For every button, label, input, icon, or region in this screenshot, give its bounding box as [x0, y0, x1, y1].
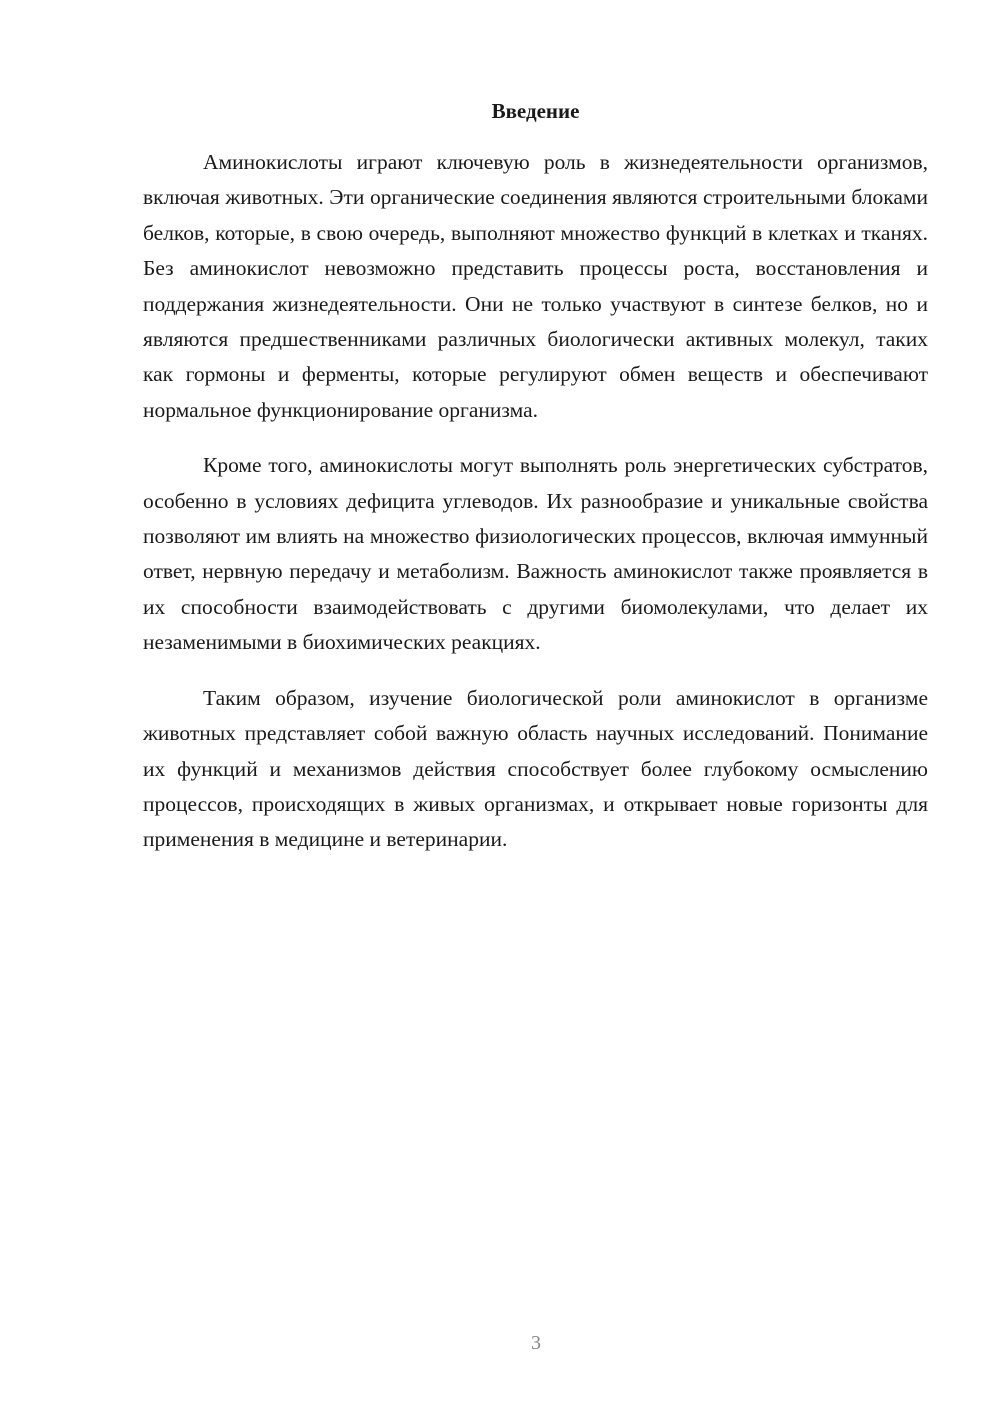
paragraph-1: Аминокислоты играют ключевую роль в жизнедеятельности организмов, включая животных. Эти органические соединения являются строительными блоками белков, которые, в свою очередь, выполняют множество функций в клетках и тканях. Без аминокислот невозможно представить процессы роста, восстановления и поддержания жизнедеятельности. Они не только участвуют в синтезе белков, но и являются предшественниками различных биологически активных молекул, таких как гормоны и ферменты, которые регулируют обмен веществ и обеспечивают нормальное функционирование организма. — [143, 150, 928, 422]
paragraph-3: Таким образом, изучение биологической роли аминокислот в организме животных представляет собой важную область научных исследований. Понимание их функций и механизмов действия способствует более глубокому осмыслению процессов, происходящих в живых организмах, и открывает новые горизонты для применения в медицине и ветеринарии. — [143, 685, 928, 852]
section-title: Введение — [491, 99, 580, 123]
page-content — [143, 93, 928, 878]
paragraph-2: Кроме того, аминокислоты могут выполнять роль энергетических субстратов, особенно в условиях дефицита углеводов. Их разнообразие и уникальные свойства позволяют им влиять на множество физиологических процессов, включая иммунный ответ, нервную передачу и метаболизм. Важность аминокислот также проявляется в их способности взаимодействовать с другими биомолекулами, что делает их незаменимыми в биохимических реакциях. — [143, 453, 928, 655]
page-number: 3 — [531, 1332, 541, 1354]
